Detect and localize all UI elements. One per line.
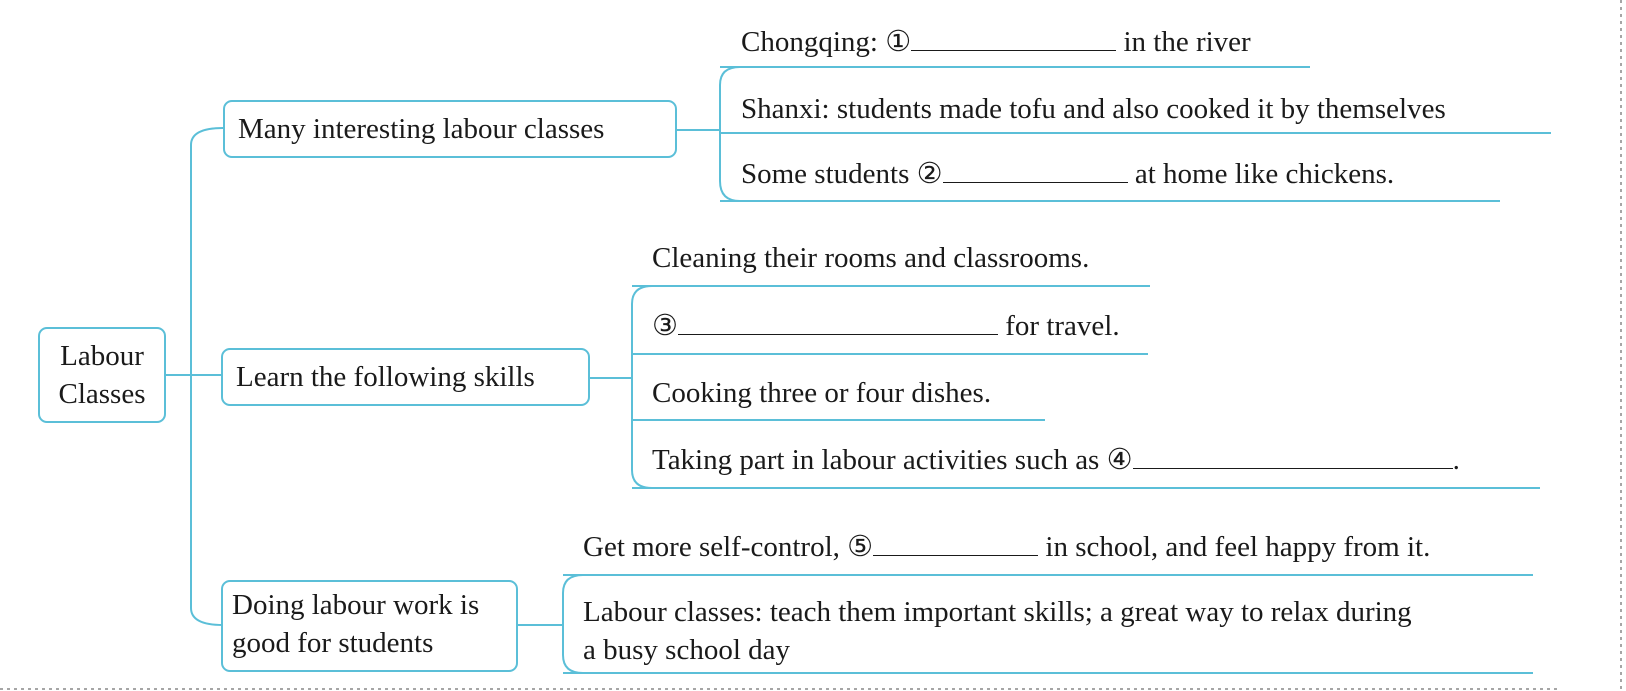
leaf-cleaning [652,239,1089,277]
leaf-text: Cleaning their rooms and classrooms. [652,242,1090,274]
branch-node-skills [221,348,590,406]
root-node [38,327,166,423]
leaf-text: in school, and feel happy from it. [1038,531,1431,563]
leaf-text: Shanxi: students made tofu and also cooked it by themselves [741,93,1446,125]
leaf-text: for travel. [998,310,1120,342]
leaf-chongqing [741,23,1251,61]
leaf-shanxi [741,90,1446,128]
root-label-line1: Labour [60,340,144,372]
leaf-labour-activities [652,441,1460,479]
blank-number-3: ③ [652,310,678,342]
leaf-some-students [741,155,1394,193]
leaf-text-line1: Labour classes: teach them important skills; a great way to relax during [583,596,1412,628]
leaf-text: Get more self-control, [583,531,848,563]
blank-number-1: ① [885,26,912,58]
answer-blank-4[interactable] [1133,442,1453,469]
leaf-text-line2: a busy school day [583,634,790,666]
answer-blank-2[interactable] [943,156,1128,183]
root-label-line2: Classes [58,378,146,410]
branch-label-line2: good for students [232,627,434,659]
branch-label-line1: Doing labour work is [232,589,480,621]
leaf-text: . [1452,444,1460,476]
leaf-text: Taking part in labour activities such as [652,444,1107,476]
blank-number-4: ④ [1106,444,1133,476]
answer-blank-1[interactable] [911,24,1116,51]
leaf-self-control [583,528,1430,566]
answer-blank-3[interactable] [678,308,998,335]
branch-label: Many interesting labour classes [238,113,605,145]
branch-node-good-for-students [221,580,518,672]
leaf-labour-classes-benefit [583,593,1412,669]
leaf-text: in the river [1116,26,1251,58]
leaf-travel [652,307,1120,345]
leaf-text: Chongqing: [741,26,886,58]
answer-blank-5[interactable] [873,529,1038,556]
leaf-text: at home like chickens. [1127,158,1395,190]
blank-number-5: ⑤ [847,531,874,563]
branch-node-interesting-classes [223,100,677,158]
branch-label: Learn the following skills [236,361,535,393]
leaf-text: Cooking three or four dishes. [652,377,992,409]
leaf-cooking [652,374,991,412]
blank-number-2: ② [916,158,943,190]
leaf-text: Some students [741,158,917,190]
